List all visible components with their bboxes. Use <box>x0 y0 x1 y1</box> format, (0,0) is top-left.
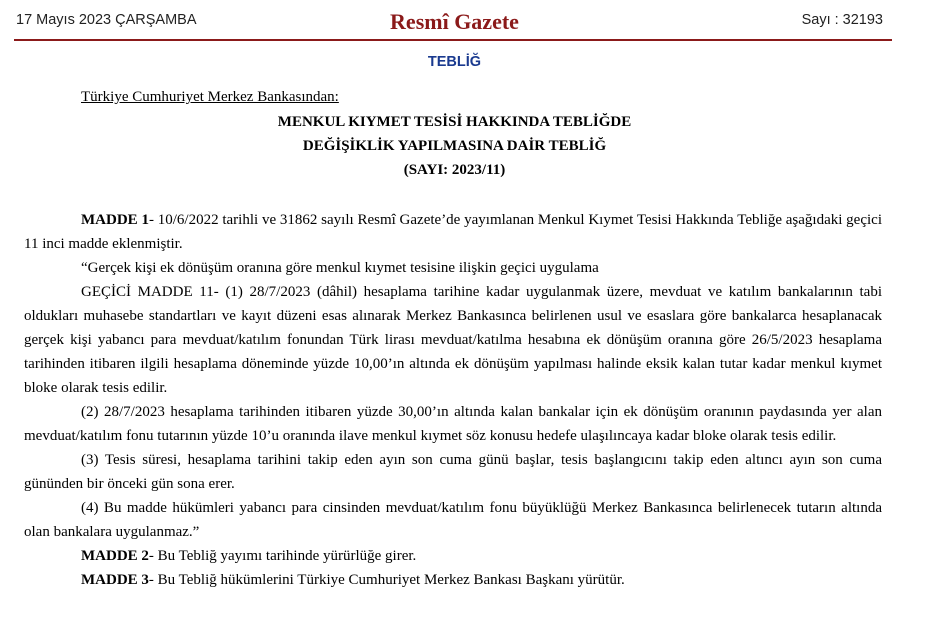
provisional-article-11-label: GEÇİCİ MADDE 11- <box>81 284 219 300</box>
provisional-article-11-para-1: (1) 28/7/2023 (dâhil) hesaplama tarihine kadar uygulanmak üzere, mevduat ve katılım bankalarının tabi oldukları muhasebe standartları ve kayıt düzeni esas alınarak Merkez Bankasınca belirlenen usul ve esaslara göre bankalarca hesaplanacak gerçek kişi yabancı para mevduat/katılım fonundan Türk lirası mevduat/katılma hesabına ek dönüşüm oranına göre 26/5/2023 hesaplama tarihinden itibaren ilgili hesaplama döneminde yüzde 10,00’ın altında ek dönüşüm yapılması halinde eksik kalan tutar kadar menkul kıymet bloke olarak tesis edilir. <box>24 284 883 396</box>
document-title-line-2: DEĞİŞİKLİK YAPILMASINA DAİR TEBLİĞ <box>302 138 607 154</box>
article-3-label: MADDE 3 <box>81 572 149 588</box>
provisional-article-11-para-4 <box>24 496 882 544</box>
para-3-text: (3) Tesis süresi, hesaplama tarihini takip eden ayın son cuma günü başlar, tesis başlangıcını takip eden altıncı ayın son cuma gününden bir önceki gün sona erer. <box>24 452 882 492</box>
document-type: TEBLİĞ <box>427 54 482 70</box>
document-title-line-3: (SAYI: 2023/11) <box>403 162 506 178</box>
provisional-article-11-para-3 <box>24 448 882 496</box>
article-1 <box>24 208 882 256</box>
provisional-article-11 <box>24 280 882 400</box>
gazette-title: Resmî Gazete <box>390 9 519 34</box>
quote-heading-text: “Gerçek kişi ek dönüşüm oranına göre menkul kıymet tesisine ilişkin geçici uygulama <box>81 260 599 276</box>
article-3-text: - Bu Tebliğ hükümlerini Türkiye Cumhuriyet Merkez Bankası Başkanı yürütür. <box>148 572 625 588</box>
article-2 <box>24 544 882 568</box>
issuer-line: Türkiye Cumhuriyet Merkez Bankasından: <box>81 89 339 105</box>
quote-heading <box>24 256 882 280</box>
para-2-text: (2) 28/7/2023 hesaplama tarihinden itibaren yüzde 30,00’ın altında kalan bankalar için ek dönüşüm oranının paydasında yer alan mevduat/katılım fonu tutarının yüzde 10’u oranında ilave menkul kıymet söz konusu hedefe ulaşılıncaya kadar bloke olarak tesis edilir. <box>24 404 882 444</box>
para-4-text: (4) Bu madde hükümleri yabancı para cinsinden mevduat/katılım fonu büyüklüğü Merkez Bankasınca belirlenecek tutarın altında olan bankalara uygulanmaz.” <box>24 500 882 540</box>
document-title-line-1: MENKUL KIYMET TESİSİ HAKKINDA TEBLİĞDE <box>277 114 632 130</box>
document-body <box>24 208 882 592</box>
article-2-text: - Bu Tebliğ yayımı tarihinde yürürlüğe girer. <box>148 548 417 564</box>
article-2-label: MADDE 2 <box>81 548 149 564</box>
article-3 <box>24 568 882 592</box>
article-1-label: MADDE 1 <box>81 212 149 228</box>
issue-number: Sayı : 32193 <box>801 12 883 28</box>
article-1-text: - 10/6/2022 tarihli ve 31862 sayılı Resmî Gazete’de yayımlanan Menkul Kıymet Tesisi Hakkında Tebliğe aşağıdaki geçici 11 inci madde eklenmiştir. <box>24 212 882 252</box>
provisional-article-11-para-2 <box>24 400 882 448</box>
publication-date: 17 Mayıs 2023 ÇARŞAMBA <box>16 12 197 28</box>
header-divider <box>14 39 892 41</box>
